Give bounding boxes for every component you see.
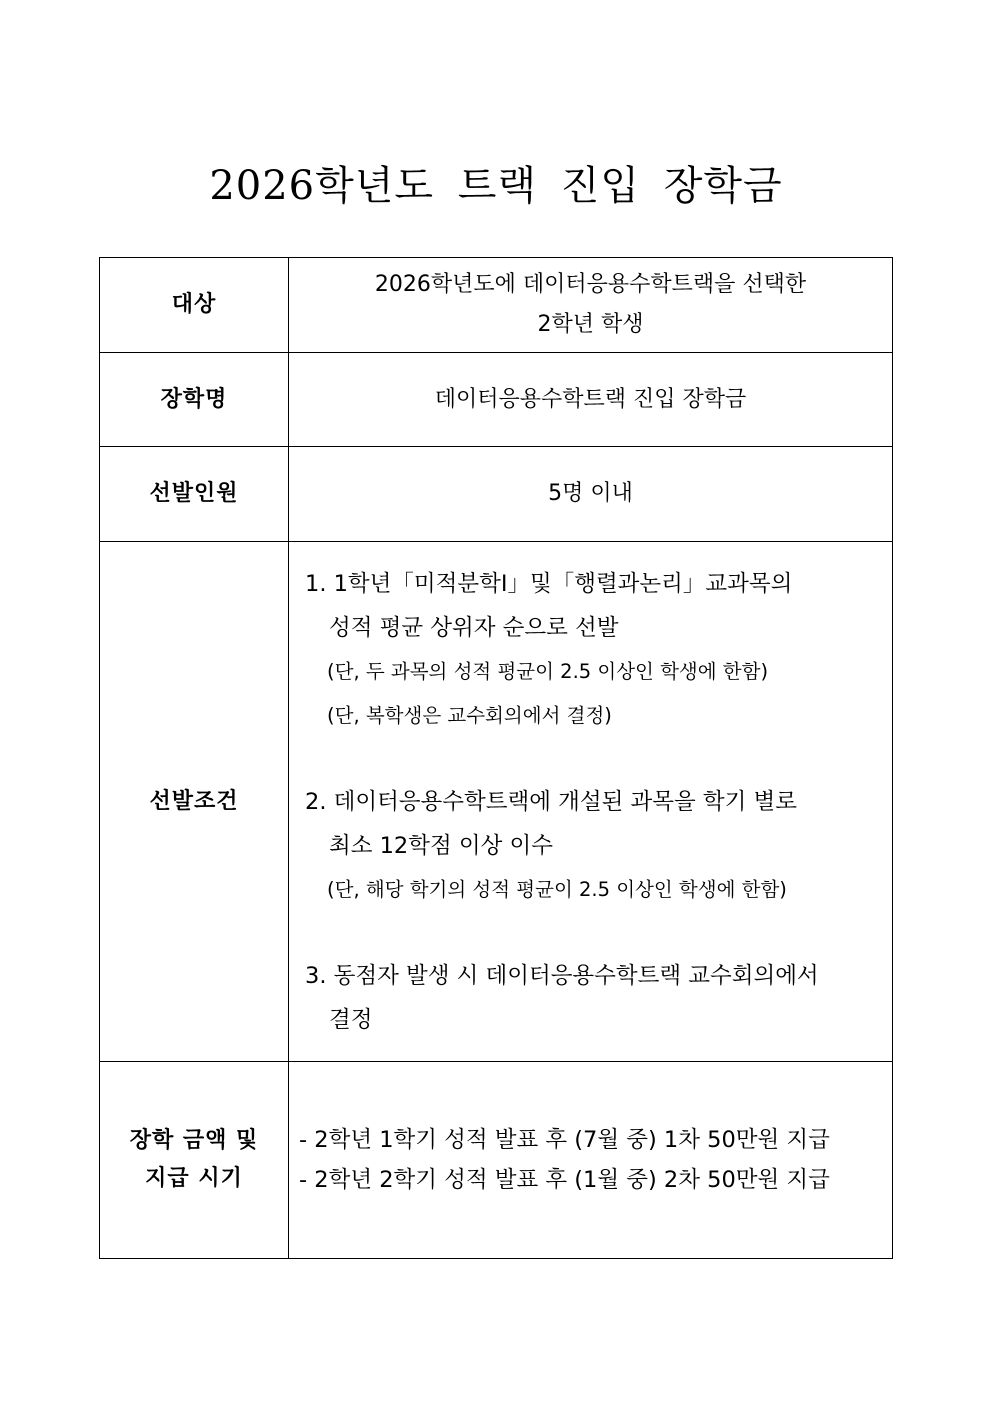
payment-label-line-2: 지급 시기 [145,1166,243,1191]
criteria-spacer [305,738,892,780]
payment-label-line-1: 장학 금액 및 [129,1128,259,1153]
target-line-2: 2학년 학생 [537,312,644,337]
criteria-3-main: 3. 동점자 발생 시 데이터응용수학트랙 교수회의에서 [305,962,819,989]
value-criteria [289,542,893,1062]
document-title: 2026학년도 트랙 진입 장학금 [209,163,783,209]
target-line-1: 2026학년도에 데이터응용수학트랙을 선택한 [374,272,807,297]
criteria-list [289,562,892,1042]
criteria-2-note-1: (단, 해당 학기의 성적 평균이 2.5 이상인 학생에 한함) [327,877,787,901]
payment-line-2: - 2학년 2학기 성적 발표 후 (1월 중) 2차 50만원 지급 [299,1167,830,1193]
table-row-scholarship-name [100,353,893,447]
label-recipients: 선발인원 [100,447,289,542]
criteria-item-2 [305,780,892,912]
criteria-2-main: 2. 데이터응용수학트랙에 개설된 과목을 학기 별로 [305,788,797,815]
table-row-recipients [100,447,893,542]
label-target: 대상 [100,258,289,353]
label-criteria: 선발조건 [100,542,289,1062]
label-scholarship-name: 장학명 [100,353,289,447]
criteria-1-note-2: (단, 복학생은 교수회의에서 결정) [327,703,612,727]
value-payment [289,1062,893,1259]
value-recipients: 5명 이내 [289,447,893,542]
label-payment [100,1062,289,1259]
table-row-target [100,258,893,353]
table-row-criteria [100,542,893,1062]
criteria-1-continuation: 성적 평균 상위자 순으로 선발 [329,614,619,641]
criteria-1-main: 1. 1학년「미적분학I」및「행렬과논리」교과목의 [305,570,793,597]
scholarship-table [99,257,893,1259]
value-scholarship-name: 데이터응용수학트랙 진입 장학금 [289,353,893,447]
table-row-payment [100,1062,893,1259]
value-target [289,258,893,353]
criteria-3-continuation: 결정 [329,1006,373,1033]
payment-list [289,1120,892,1200]
criteria-1-note-1: (단, 두 과목의 성적 평균이 2.5 이상인 학생에 한함) [327,659,769,683]
criteria-spacer [305,912,892,954]
criteria-item-3 [305,954,892,1042]
payment-line-1: - 2학년 1학기 성적 발표 후 (7월 중) 1차 50만원 지급 [299,1127,830,1153]
criteria-2-continuation: 최소 12학점 이상 이수 [329,832,553,859]
criteria-item-1 [305,562,892,738]
